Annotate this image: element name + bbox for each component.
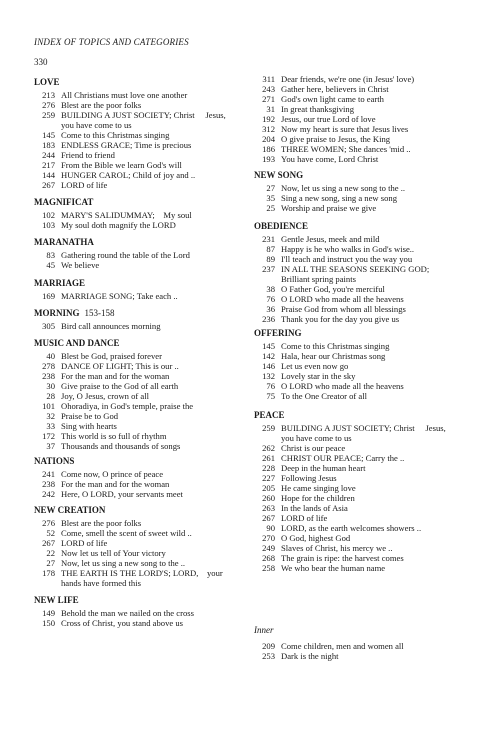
hymn-number: 45 (46, 260, 55, 270)
hymn-title: LORD of life (281, 513, 328, 523)
hymn-number: 278 (42, 361, 55, 371)
index-entry (254, 453, 404, 463)
hymn-number: 87 (266, 244, 275, 254)
hymn-number: 267 (262, 513, 275, 523)
index-entry (34, 381, 178, 391)
hymn-title: Hope for the children (281, 493, 355, 503)
hymn-number: 27 (266, 183, 275, 193)
index-entry (254, 244, 414, 254)
hymn-number: 253 (262, 651, 275, 661)
hymn-title: Blest are the poor folks (61, 518, 142, 528)
hymn-title: O give praise to Jesus, the King (281, 134, 391, 144)
hymn-number: 238 (42, 371, 55, 381)
hymn-title: Come to this Christmas singing (281, 341, 390, 351)
topic-heading (254, 410, 285, 420)
topic-heading-label: Inner (254, 625, 274, 635)
hymn-title: Following Jesus (281, 473, 337, 483)
hymn-number: 213 (42, 90, 55, 100)
hymn-number: 305 (42, 321, 55, 331)
index-entry (34, 528, 192, 538)
hymn-number: 89 (266, 254, 275, 264)
hymn-number: 270 (262, 533, 275, 543)
hymn-number: 205 (262, 483, 275, 493)
index-entry (34, 421, 117, 431)
hymn-title: Slaves of Christ, his mercy we .. (281, 543, 393, 553)
hymn-title: He came singing love (281, 483, 356, 493)
topic-heading-label: NEW CREATION (34, 505, 106, 515)
index-entry (254, 304, 406, 314)
hymn-title: You have come, Lord Christ (281, 154, 379, 164)
index-entry (254, 361, 348, 371)
hymn-title: Christ is our peace (281, 443, 346, 453)
hymn-title: In the lands of Asia (281, 503, 348, 513)
hymn-title: Gather here, believers in Christ (281, 84, 389, 94)
hymn-number: 172 (42, 431, 55, 441)
index-entry (254, 74, 414, 84)
index-entry (254, 493, 355, 503)
hymn-number: 249 (262, 543, 275, 553)
hymn-number: 268 (262, 553, 275, 563)
hymn-title: Thank you for the day you give us (281, 314, 400, 324)
hymn-title: For the man and for the woman (61, 479, 170, 489)
index-entry (254, 254, 412, 264)
hymn-number: 204 (262, 134, 275, 144)
index-entry (34, 558, 185, 568)
hymn-title: All Christians must love one another (61, 90, 188, 100)
index-entry (254, 371, 355, 381)
index-entry (254, 423, 446, 443)
hymn-number: 28 (46, 391, 55, 401)
index-entry (254, 533, 350, 543)
hymn-title: In great thanksgiving (281, 104, 355, 114)
hymn-number: 40 (46, 351, 55, 361)
index-entry (254, 114, 376, 124)
hymn-number: 258 (262, 563, 275, 573)
hymn-number: 267 (42, 538, 55, 548)
hymn-number: 33 (46, 421, 55, 431)
topic-heading-label: PEACE (254, 410, 285, 420)
index-entry (254, 124, 408, 134)
index-entry (34, 130, 169, 140)
running-head: INDEX OF TOPICS AND CATEGORIES (34, 37, 189, 47)
index-entry (34, 411, 118, 421)
hymn-title: This world is so full of rhythm (61, 431, 167, 441)
topic-heading-label: NATIONS (34, 456, 75, 466)
index-entry (254, 483, 356, 493)
index-entry (254, 563, 385, 573)
index-entry (254, 341, 389, 351)
hymn-title: DANCE OF LIGHT; This is our .. (61, 361, 179, 371)
hymn-number: 178 (42, 568, 55, 578)
hymn-title: O LORD who made all the heavens (281, 294, 404, 304)
index-entry (254, 543, 392, 553)
index-entry (34, 180, 107, 190)
index-entry (254, 553, 404, 563)
hymn-number: 76 (266, 294, 275, 304)
index-entry (34, 441, 180, 451)
hymn-number: 193 (262, 154, 275, 164)
topic-heading-label: MARANATHA (34, 237, 94, 247)
index-entry (254, 94, 384, 104)
hymn-title: LORD of life (61, 538, 108, 548)
topic-heading (254, 625, 274, 635)
hymn-number: 30 (46, 381, 55, 391)
hymn-title: Sing with hearts (61, 421, 117, 431)
hymn-number: 231 (262, 234, 275, 244)
topic-heading (34, 308, 115, 318)
index-entry (34, 608, 194, 618)
hymn-title: Come now, O prince of peace (61, 469, 164, 479)
hymn-title: Praise God from whom all blessings (281, 304, 406, 314)
hymn-number: 271 (262, 94, 275, 104)
index-entry (34, 110, 226, 130)
hymn-number: 75 (266, 391, 275, 401)
topic-heading-label: MAGNIFICAT (34, 197, 94, 207)
index-entry (254, 234, 380, 244)
hymn-title: Worship and praise we give (281, 203, 377, 213)
index-entry (34, 321, 161, 331)
hymn-number: 267 (42, 180, 55, 190)
hymn-number: 244 (42, 150, 55, 160)
hymn-number: 38 (266, 284, 275, 294)
hymn-title: For the man and for the woman (61, 371, 170, 381)
hymn-title: Now my heart is sure that Jesus lives (281, 124, 409, 134)
page-number: 330 (34, 57, 48, 67)
index-entry (34, 391, 149, 401)
hymn-number: 101 (42, 401, 55, 411)
hymn-title: MARY'S SALIDUMMAY; My soul (61, 210, 192, 220)
index-entry (254, 134, 390, 144)
index-entry (34, 518, 141, 528)
index-entry (254, 104, 354, 114)
index-entry (254, 443, 345, 453)
hymn-number: 192 (262, 114, 275, 124)
hymn-title: From the Bible we learn God's will (61, 160, 182, 170)
hymn-number: 242 (42, 489, 55, 499)
index-entry (34, 371, 169, 381)
index-entry (254, 84, 389, 94)
hymn-number: 32 (46, 411, 55, 421)
index-entry (254, 351, 385, 361)
index-entry (254, 473, 337, 483)
hymn-title: Behold the man we nailed on the cross (61, 608, 194, 618)
hymn-title: Gentle Jesus, meek and mild (281, 234, 380, 244)
topic-heading (34, 505, 105, 515)
hymn-title: Give praise to the God of all earth (61, 381, 179, 391)
index-entry (254, 183, 405, 193)
hymn-title: Dark is the night (281, 651, 339, 661)
index-entry (254, 641, 404, 651)
hymn-title: Now, let us sing a new song to the .. (61, 558, 186, 568)
hymn-title: Hala, hear our Christmas song (281, 351, 386, 361)
index-entry (34, 150, 115, 160)
hymn-title: Joy, O Jesus, crown of all (61, 391, 149, 401)
hymn-title: Let us even now go (281, 361, 349, 371)
index-entry (254, 391, 367, 401)
hymn-title: Ohoradiya, in God's temple, praise the (61, 401, 194, 411)
topic-heading (34, 338, 120, 348)
index-entry (254, 523, 421, 533)
index-entry (34, 479, 169, 489)
hymn-number: 312 (262, 124, 275, 134)
hymn-number: 261 (262, 453, 275, 463)
hymn-title: Sing a new song, sing a new song (281, 193, 398, 203)
hymn-title: Now, let us sing a new song to the .. (281, 183, 406, 193)
index-entry (34, 351, 162, 361)
hymn-title: HUNGER CAROL; Child of joy and .. (61, 170, 196, 180)
hymn-number: 35 (266, 193, 275, 203)
hymn-title: I'll teach and instruct you the way you (281, 254, 413, 264)
hymn-number: 150 (42, 618, 55, 628)
index-entry (34, 361, 179, 371)
topic-heading-label: NEW LIFE (34, 595, 79, 605)
index-entry (34, 250, 190, 260)
topic-heading-label: MUSIC AND DANCE (34, 338, 120, 348)
hymn-number: 27 (46, 558, 55, 568)
topic-heading (34, 595, 79, 605)
index-entry (34, 548, 166, 558)
hymn-number: 183 (42, 140, 55, 150)
index-entry (254, 294, 404, 304)
topic-heading (34, 197, 93, 207)
hymn-number: 238 (42, 479, 55, 489)
hymn-number: 217 (42, 160, 55, 170)
index-entry (254, 154, 378, 164)
hymn-number: 25 (266, 203, 275, 213)
hymn-title: My soul doth magnify the LORD (61, 220, 176, 230)
hymn-title: Come, smell the scent of sweet wild .. (61, 528, 192, 538)
index-entry (34, 291, 178, 301)
index-entry (254, 381, 404, 391)
index-entry (34, 90, 187, 100)
hymn-number: 169 (42, 291, 55, 301)
hymn-number: 37 (46, 441, 55, 451)
hymn-title: LORD of life (61, 180, 108, 190)
index-entry (34, 140, 191, 150)
index-entry (34, 260, 99, 270)
topic-heading (254, 221, 308, 231)
topic-range: 153-158 (84, 308, 115, 318)
hymn-number: 263 (262, 503, 275, 513)
topic-heading-label: OBEDIENCE (254, 221, 309, 231)
hymn-title: Blest be God, praised forever (61, 351, 162, 361)
hymn-title: Gathering round the table of the Lord (61, 250, 190, 260)
index-entry (34, 220, 176, 230)
topic-heading-label: LOVE (34, 77, 60, 87)
hymn-number: 276 (42, 518, 55, 528)
hymn-title: We who bear the human name (281, 563, 386, 573)
index-entry (34, 100, 141, 110)
topic-heading-label: MORNING (34, 308, 80, 318)
hymn-number: 260 (262, 493, 275, 503)
hymn-title: BUILDING A JUST SOCIETY; Christ Jesus, you have come to us (281, 423, 446, 443)
index-entry (254, 463, 365, 473)
hymn-title: CHRIST OUR PEACE; Carry the .. (281, 453, 405, 463)
hymn-title: Happy is he who walks in God's wise.. (281, 244, 415, 254)
hymn-number: 90 (266, 523, 275, 533)
hymn-number: 102 (42, 210, 55, 220)
topic-heading (254, 170, 303, 180)
hymn-number: 237 (262, 264, 275, 274)
topic-heading (34, 237, 94, 247)
hymn-number: 144 (42, 170, 55, 180)
hymn-number: 103 (42, 220, 55, 230)
hymn-title: THE EARTH IS THE LORD'S; LORD, your hands have formed this (61, 568, 223, 588)
hymn-title: Jesus, our true Lord of love (281, 114, 376, 124)
hymn-number: 262 (262, 443, 275, 453)
hymn-title: Come children, men and women all (281, 641, 404, 651)
hymn-number: 52 (46, 528, 55, 538)
index-entry (254, 513, 327, 523)
hymn-title: Here, O LORD, your servants meet (61, 489, 183, 499)
hymn-title: The grain is ripe: the harvest comes (281, 553, 404, 563)
index-entry (254, 203, 376, 213)
hymn-number: 227 (262, 473, 275, 483)
topic-heading-label: MARRIAGE (34, 278, 85, 288)
index-entry (34, 618, 183, 628)
index-entry (34, 170, 195, 180)
index-entry (34, 160, 182, 170)
index-entry (34, 568, 223, 588)
hymn-number: 236 (262, 314, 275, 324)
hymn-title: We believe (61, 260, 100, 270)
index-entry (254, 284, 385, 294)
hymn-number: 149 (42, 608, 55, 618)
hymn-title: ENDLESS GRACE; Time is precious (61, 140, 192, 150)
hymn-title: Come to this Christmas singing (61, 130, 170, 140)
hymn-title: IN ALL THE SEASONS SEEKING GOD; Brilliant spring paints (281, 264, 430, 284)
hymn-number: 22 (46, 548, 55, 558)
hymn-title: THREE WOMEN; She dances 'mid .. (281, 144, 411, 154)
hymn-number: 146 (262, 361, 275, 371)
hymn-number: 276 (42, 100, 55, 110)
index-entry (34, 489, 183, 499)
hymn-number: 209 (262, 641, 275, 651)
index-entry (254, 503, 348, 513)
hymn-number: 259 (42, 110, 55, 120)
hymn-number: 186 (262, 144, 275, 154)
hymn-title: Blest are the poor folks (61, 100, 142, 110)
hymn-number: 36 (266, 304, 275, 314)
hymn-number: 228 (262, 463, 275, 473)
hymn-title: MARRIAGE SONG; Take each .. (61, 291, 178, 301)
hymn-title: To the One Creator of all (281, 391, 368, 401)
hymn-title: God's own light came to earth (281, 94, 384, 104)
index-entry (34, 431, 167, 441)
topic-heading (34, 278, 85, 288)
hymn-title: Now let us tell of Your victory (61, 548, 166, 558)
index-entry (34, 538, 107, 548)
hymn-title: O Father God, you're merciful (281, 284, 385, 294)
hymn-title: Praise be to God (61, 411, 119, 421)
topic-heading (34, 77, 60, 87)
hymn-number: 145 (42, 130, 55, 140)
index-entry (254, 314, 399, 324)
hymn-number: 145 (262, 341, 275, 351)
index-entry (254, 651, 339, 661)
index-entry (254, 193, 397, 203)
hymn-title: Bird call announces morning (61, 321, 161, 331)
hymn-number: 311 (262, 74, 275, 84)
hymn-number: 142 (262, 351, 275, 361)
hymn-title: Thousands and thousands of songs (61, 441, 181, 451)
index-entry (34, 401, 193, 411)
topic-heading-label: NEW SONG (254, 170, 304, 180)
index-entry (34, 210, 192, 220)
hymn-title: Deep in the human heart (281, 463, 366, 473)
hymn-title: Lovely star in the sky (281, 371, 356, 381)
hymn-title: Friend to friend (61, 150, 115, 160)
hymn-number: 83 (46, 250, 55, 260)
hymn-title: BUILDING A JUST SOCIETY; Christ Jesus, you have come to us (61, 110, 226, 130)
hymn-title: O LORD who made all the heavens (281, 381, 404, 391)
hymn-number: 132 (262, 371, 275, 381)
hymn-title: Dear friends, we're one (in Jesus' love) (281, 74, 415, 84)
hymn-number: 243 (262, 84, 275, 94)
index-entry (254, 264, 429, 284)
hymn-title: Cross of Christ, you stand above us (61, 618, 183, 628)
hymn-number: 31 (266, 104, 275, 114)
hymn-number: 259 (262, 423, 275, 433)
topic-heading (34, 456, 74, 466)
topic-heading-label: OFFERING (254, 328, 302, 338)
hymn-title: O God, highest God (281, 533, 351, 543)
topic-heading (254, 328, 302, 338)
index-entry (254, 144, 411, 154)
hymn-title: LORD, as the earth welcomes showers .. (281, 523, 422, 533)
index-entry (34, 469, 163, 479)
hymn-number: 76 (266, 381, 275, 391)
hymn-number: 241 (42, 469, 55, 479)
